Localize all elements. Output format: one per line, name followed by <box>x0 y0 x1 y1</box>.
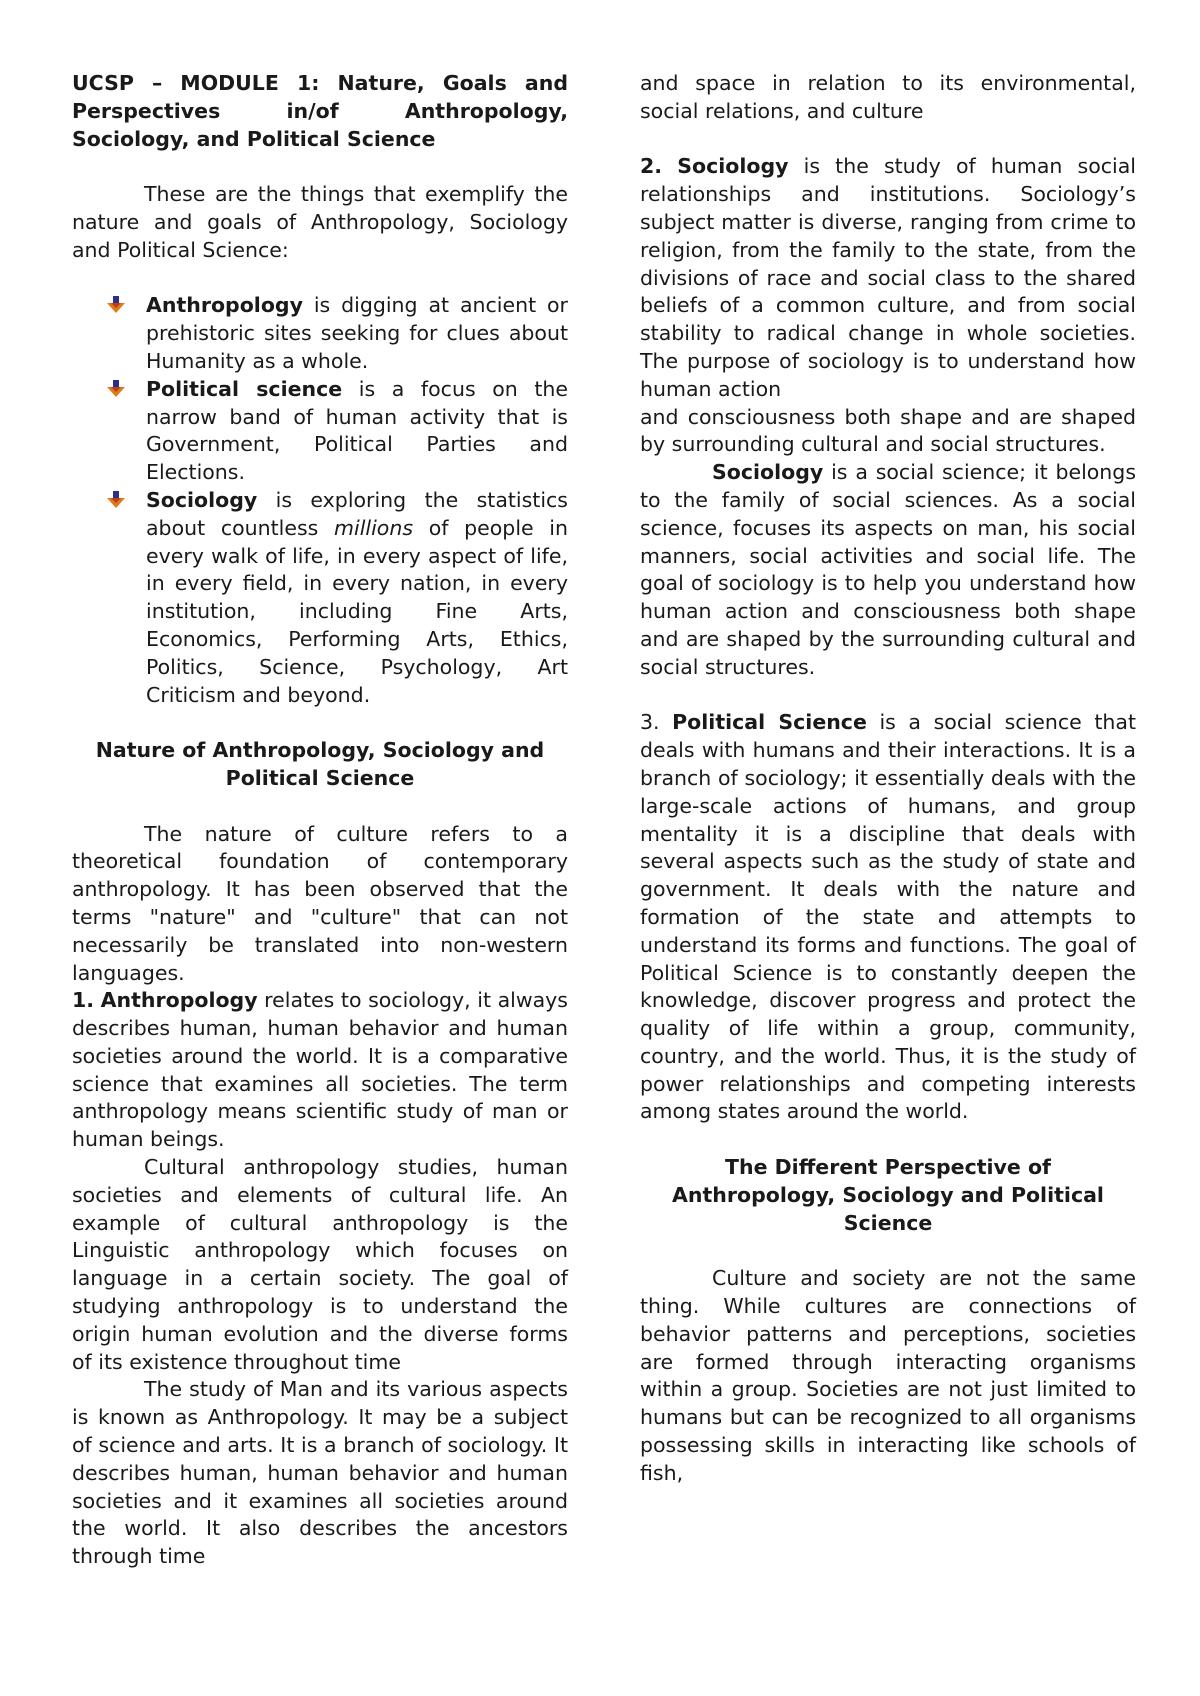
bullet-emphasis: millions <box>334 515 413 540</box>
document-title: UCSP – MODULE 1: Nature, Goals and Perspectives in/of Anthropology, Sociology, and Political Science <box>72 71 568 151</box>
arrow-bullet-icon <box>106 380 126 398</box>
item-term: Political Science <box>672 710 867 735</box>
bullet-text: is digging at ancient or prehistoric sites seeking for clues about Humanity as a whole. <box>146 293 568 373</box>
bullet-term: Sociology <box>146 487 258 512</box>
bullet-text: is exploring the statistics about countless <box>146 487 568 540</box>
item-term: Sociology <box>712 460 824 485</box>
cultural-anthropology-paragraph: Cultural anthropology studies, human societies and elements of cultural life. An example of cultural anthropology is the Linguistic anthropology which focuses on language in a certain society. The goal of studying anthropology is to understand the origin human evolution and the diverse forms of its existence throughout time <box>72 1155 568 1374</box>
list-item <box>72 376 568 487</box>
sociology-paragraph-continued: and consciousness both shape and are shaped by surrounding cultural and social structures. <box>640 404 1136 457</box>
right-column <box>640 70 1136 1488</box>
sociology-paragraph <box>640 153 1136 403</box>
bullet-text: is a focus on the narrow band of human activity that is Government, Political Parties and Elections. <box>146 376 569 485</box>
nature-paragraph: The nature of culture refers to a theoretical foundation of contemporary anthropology. It has been observed that the terms "nature" and "culture" that can not necessarily be translated into non-western languages. <box>72 821 568 985</box>
item-number: 3. <box>640 710 660 735</box>
sociology-social-science-paragraph <box>640 459 1136 681</box>
intro-paragraph: These are the things that exemplify the nature and goals of Anthropology, Sociology and Political Science: <box>72 182 568 262</box>
item-text: relates to sociology, it always describes human, human behavior and human societies around the world. It is a comparative science that examines all societies. The term anthropology means scientific study of man or human beings. <box>72 988 568 1152</box>
item-number: 1. <box>72 988 95 1013</box>
item-text: is a social science that deals with humans and their interactions. It is a branch of sociology; it essentially deals with the large-scale actions of humans, and group mentality it is a discipline that deals with several aspects such as the study of state and government. It deals with the nature and formation of the state and attempts to understand its forms and functions. The goal of Political Science is to constantly deepen the knowledge, discover progress and protect the quality of life within a group, community, country, and the world. Thus, it is the study of power relationships and competing interests among states around the world. <box>640 710 1136 1124</box>
section-heading-nature: Nature of Anthropology, Sociology and Political Science <box>95 738 545 790</box>
continuation-paragraph: and space in relation to its environmental, social relations, and culture <box>640 71 1136 123</box>
bullet-term: Political science <box>146 376 343 401</box>
left-column <box>72 70 568 1571</box>
political-science-paragraph <box>640 709 1136 1126</box>
study-of-man-paragraph: The study of Man and its various aspects is known as Anthropology. It may be a subject of science and arts. It is a branch of sociology. It describes human, human behavior and human societies and it examines all societies around the world. It also describes the ancestors through time <box>72 1377 568 1569</box>
list-item <box>72 292 568 375</box>
arrow-bullet-icon <box>106 296 126 314</box>
item-term: Anthropology <box>100 988 258 1013</box>
arrow-bullet-icon <box>106 491 126 509</box>
list-item <box>72 487 568 709</box>
anthropology-paragraph <box>72 987 568 1154</box>
item-text: is the study of human social relationships and institutions. Sociology’s subject matter is diverse, ranging from crime to religion, from the family to the state, from the divisions of race and social class to the shared beliefs of a common culture, and from social stability to radical change in whole societies. The purpose of sociology is to understand how human action <box>640 154 1136 401</box>
item-term: Sociology <box>677 154 789 179</box>
culture-society-paragraph: Culture and society are not the same thing. While cultures are connections of behavior patterns and perceptions, societies are formed through interacting organisms within a group. Societies are not just limited to humans but can be recognized to all organisms possessing skills in interacting like schools of fish, <box>640 1266 1136 1485</box>
bullet-text: of people in every walk of life, in every aspect of life, in every field, in every nation, in every institution, including Fine Arts, Economics, Performing Arts, Ethics, Politics, Science, Psychology, Art Criticism and beyond. <box>146 515 568 707</box>
item-text: is a social science; it belongs to the family of social sciences. As a social science, focuses its aspects on man, his social manners, social activities and social life. The goal of sociology is to help you understand how human action and consciousness both shape and are shaped by the surrounding cultural and social structures. <box>640 460 1136 679</box>
section-heading-perspective: The Different Perspective of Anthropology, Sociology and Political Science <box>672 1155 1104 1235</box>
goals-list <box>72 292 568 709</box>
bullet-term: Anthropology <box>146 293 303 318</box>
item-number: 2. <box>640 154 663 179</box>
